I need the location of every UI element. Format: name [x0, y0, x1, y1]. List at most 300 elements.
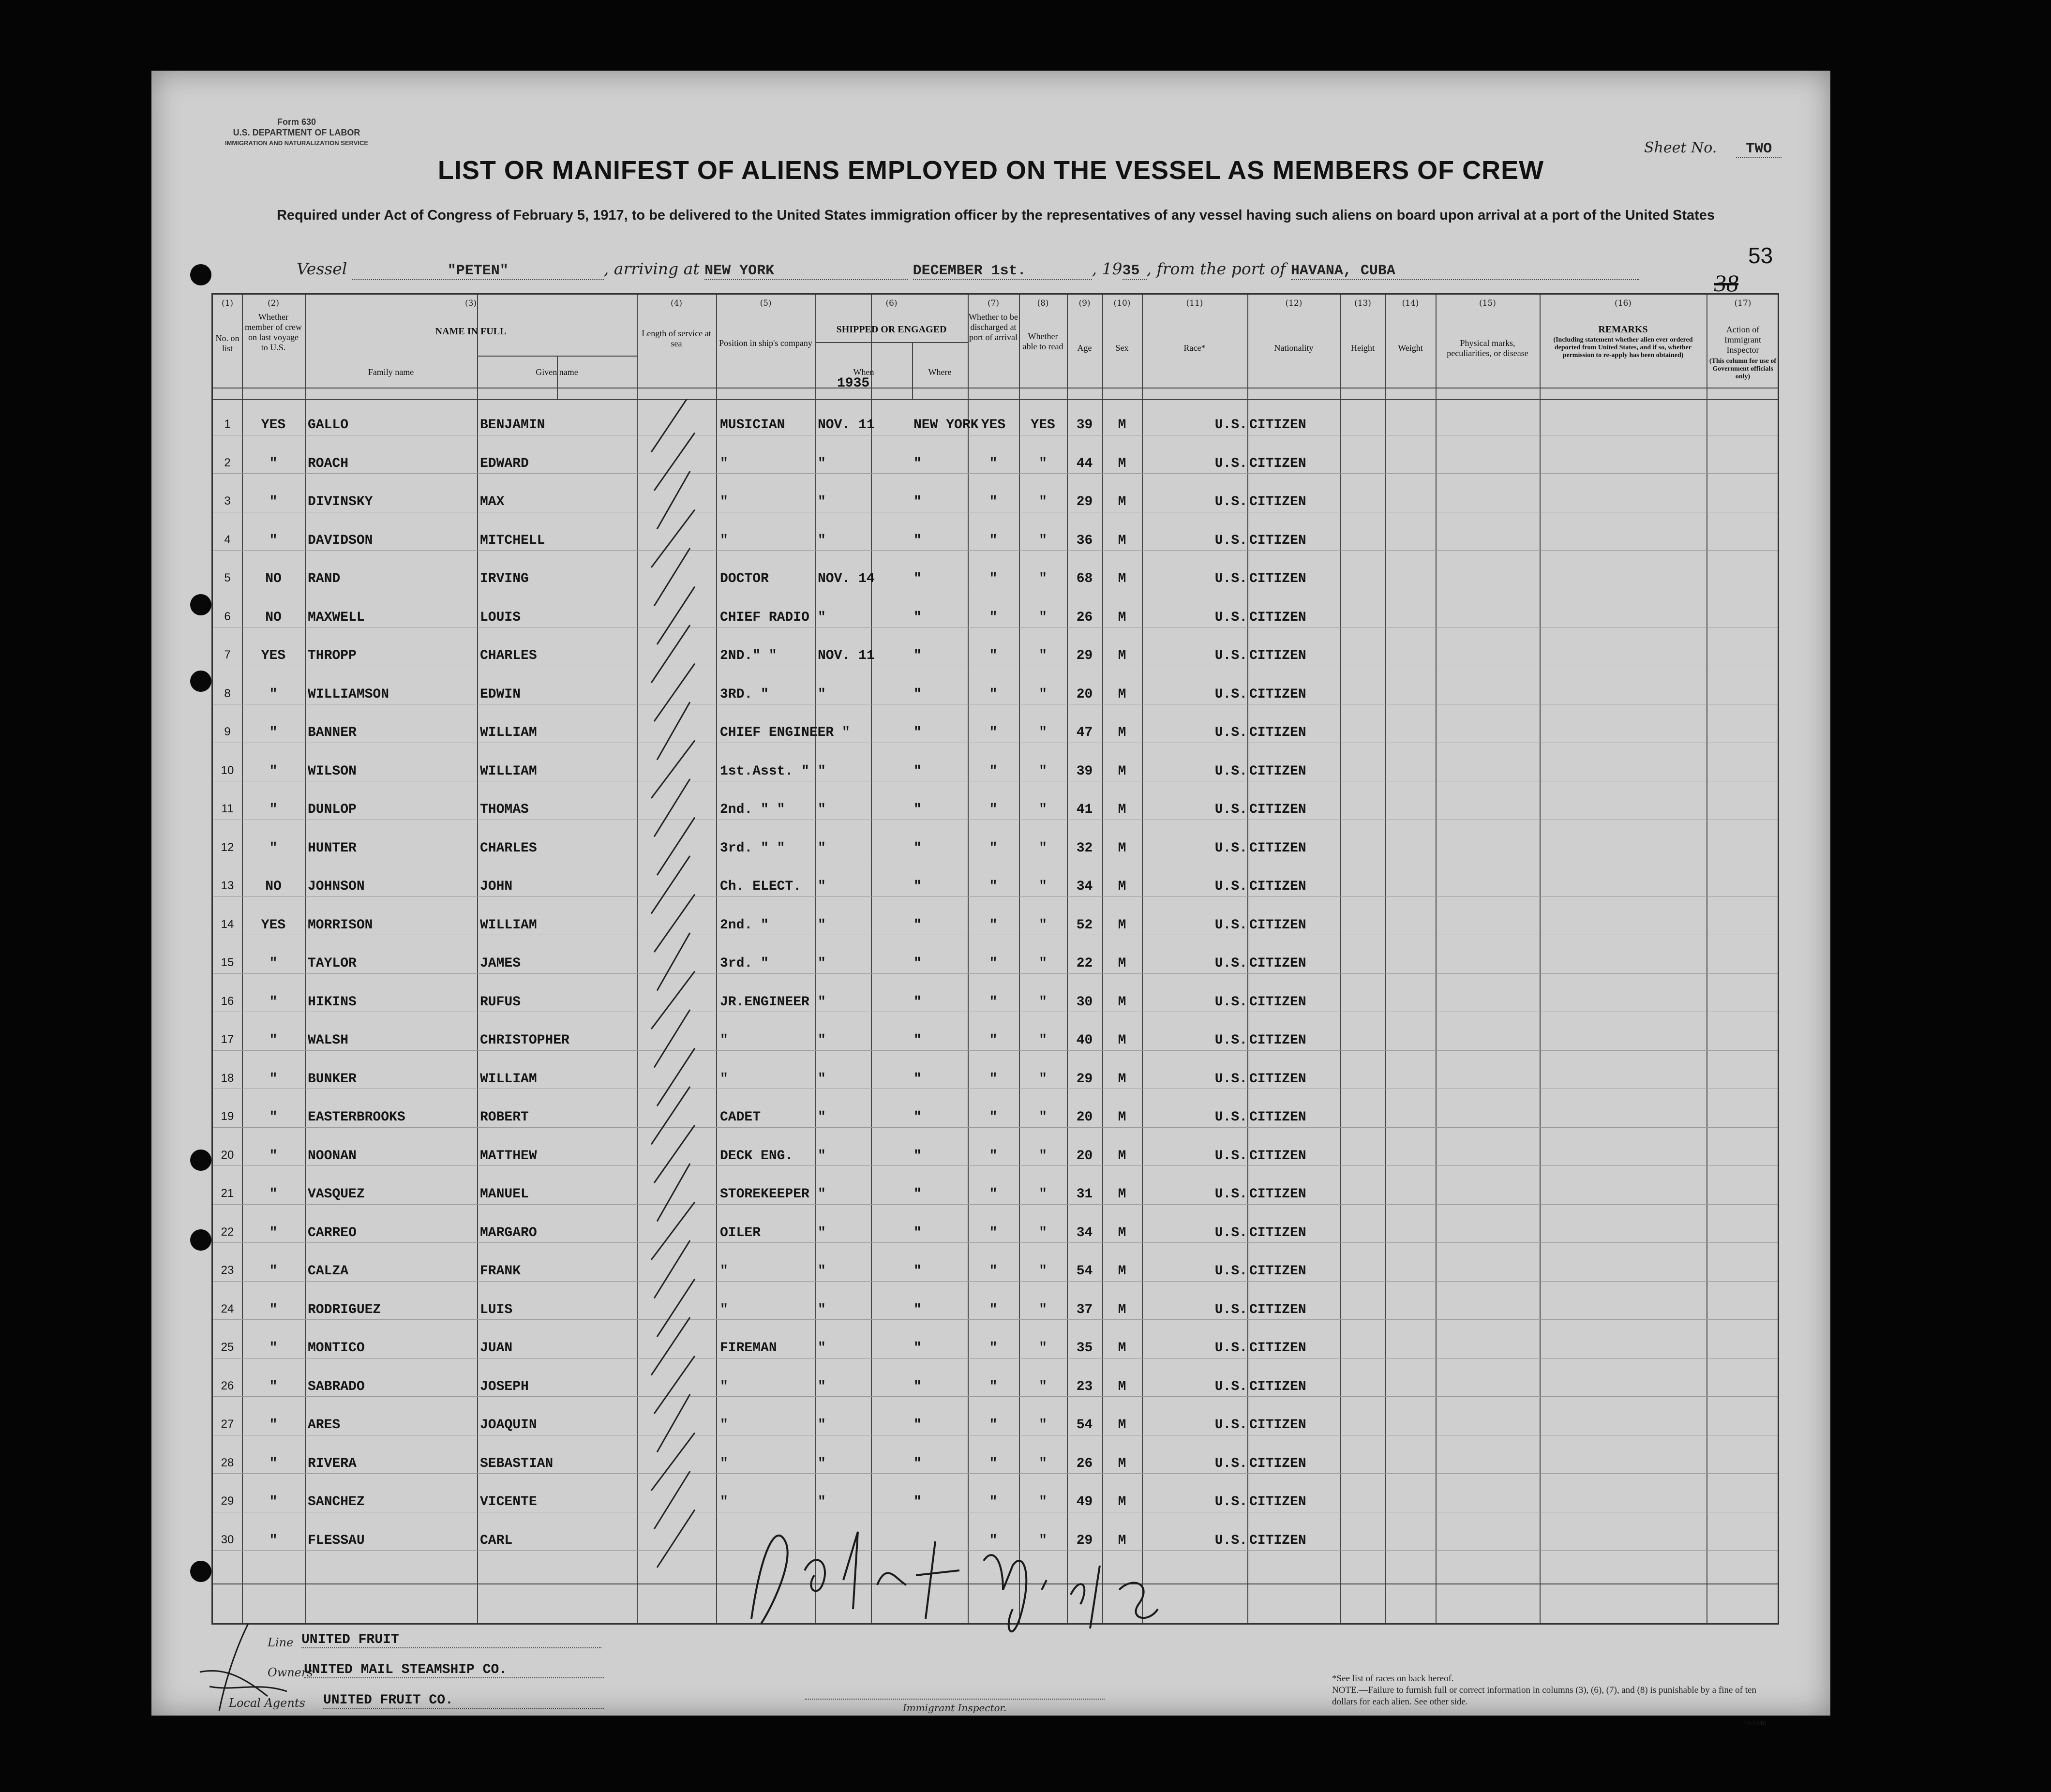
cell-where: " [913, 1264, 922, 1279]
cell-position: " [720, 1264, 728, 1279]
col-16-number: (16) [1615, 299, 1632, 308]
cell-sex: M [1118, 1071, 1126, 1087]
cell-age: 26 [1076, 1456, 1093, 1471]
cell-family: TAYLOR [308, 956, 357, 971]
cell-discharged: " [989, 1110, 998, 1125]
cell-family: DIVINSKY [308, 494, 373, 509]
cell-no: 6 [224, 610, 231, 623]
cell-discharged: " [989, 1379, 998, 1394]
col-8-number: (8) [1037, 299, 1049, 308]
cell-no: 23 [221, 1264, 234, 1277]
cell-given: IRVING [480, 571, 529, 586]
arriving-label: , arriving at [603, 259, 700, 278]
cell-given: MARGARO [480, 1225, 537, 1240]
table-row [213, 1207, 1778, 1246]
cell-family: CALZA [308, 1264, 349, 1279]
cell-when: " [818, 1187, 826, 1202]
owners-label: Owners [268, 1666, 313, 1679]
port-label: , from the port of [1146, 259, 1286, 278]
table-row [213, 1015, 1778, 1053]
cell-sex: M [1118, 456, 1126, 471]
cell-sex: M [1118, 994, 1126, 1010]
cell-discharged: " [989, 1148, 998, 1164]
cell-nationality: CITIZEN [1249, 1418, 1306, 1433]
table-row [213, 784, 1778, 822]
table-row [213, 476, 1778, 515]
table-row [213, 822, 1778, 861]
cell-given: WILLIAM [480, 763, 537, 779]
col-5-number: (5) [760, 299, 772, 308]
punch-hole [190, 594, 211, 615]
cell-read: " [1039, 1302, 1047, 1317]
cell-discharged: " [989, 1533, 998, 1548]
inspector-label: Immigrant Inspector. [902, 1702, 1007, 1714]
cell-sex: M [1118, 917, 1126, 933]
cell-given: RUFUS [480, 994, 521, 1010]
cell-given: VICENTE [480, 1494, 537, 1509]
col-1-header: No. on list [215, 333, 240, 353]
col-12-header: Nationality [1274, 343, 1314, 353]
cell-family: WALSH [308, 1033, 349, 1048]
cell-member: " [269, 994, 278, 1010]
cell-nationality: CITIZEN [1249, 648, 1306, 663]
cell-member: " [269, 687, 278, 702]
cell-given: EDWIN [480, 687, 521, 702]
cell-when: " [818, 1456, 826, 1471]
cell-when: NOV. 11 [818, 648, 875, 663]
punch-hole [190, 264, 211, 285]
cell-where: " [913, 1494, 922, 1509]
cell-position: Ch. ELECT. [720, 879, 802, 894]
punch-hole [190, 1150, 211, 1171]
cell-when: " [818, 1494, 826, 1509]
cell-when: " [818, 610, 826, 625]
cell-read: YES [1031, 418, 1055, 433]
cell-position: 1st.Asst. " [720, 763, 809, 779]
cell-sex: M [1118, 494, 1126, 509]
cell-race: U.S. [1214, 1456, 1247, 1471]
cell-where: " [913, 1302, 922, 1317]
cell-age: 44 [1076, 456, 1093, 471]
cell-family: HIKINS [308, 994, 357, 1010]
cell-discharged: " [989, 879, 998, 894]
cell-no: 22 [221, 1225, 234, 1239]
cell-age: 47 [1076, 725, 1093, 740]
cell-read: " [1039, 763, 1047, 779]
cell-given: WILLIAM [480, 1071, 537, 1087]
cell-when: " [818, 687, 826, 702]
cell-nationality: CITIZEN [1249, 1533, 1306, 1548]
cell-age: 23 [1076, 1379, 1093, 1394]
cell-position: " [720, 1302, 728, 1317]
cell-given: WILLIAM [480, 917, 537, 933]
cell-no: 13 [221, 879, 234, 892]
cell-where: " [913, 802, 922, 817]
cell-race: U.S. [1214, 648, 1247, 663]
table-row [213, 669, 1778, 707]
cell-sex: M [1118, 1033, 1126, 1048]
vessel-name: "PETEN" [352, 263, 604, 280]
cell-no: 1 [224, 418, 231, 431]
cell-where: " [913, 763, 922, 779]
cell-age: 20 [1076, 687, 1093, 702]
document-subtitle: Required under Act of Congress of February 5, 1917, to be delivered to the United States immigration officer by the representatives of any vessel having such aliens on board upon arrival at a port of the United States [276, 208, 1715, 223]
cell-age: 32 [1076, 840, 1093, 856]
cell-sex: M [1118, 571, 1126, 586]
cell-member: " [269, 956, 278, 971]
cell-where: " [913, 648, 922, 663]
cell-position: DOCTOR [720, 571, 769, 586]
col-5-header: Position in ship's company [719, 338, 812, 348]
col-10-number: (10) [1113, 299, 1131, 308]
cell-when: " [818, 1071, 826, 1087]
cell-member: " [269, 1225, 278, 1240]
cell-given: JAMES [480, 956, 521, 971]
cell-read: " [1039, 1148, 1047, 1164]
cell-no: 27 [221, 1418, 234, 1431]
cell-when: " [818, 917, 826, 933]
cell-when: " [818, 456, 826, 471]
cell-race: U.S. [1214, 1071, 1247, 1087]
cell-age: 30 [1076, 994, 1093, 1010]
cell-where: " [913, 1456, 922, 1471]
cell-discharged: YES [981, 418, 1006, 433]
cell-race: U.S. [1214, 533, 1247, 548]
cell-position: " [720, 456, 728, 471]
cell-member: " [269, 1456, 278, 1471]
sheet-label: Sheet No. [1644, 139, 1717, 156]
cell-age: 35 [1076, 1341, 1093, 1356]
cell-position: 2nd. " [720, 917, 769, 933]
cell-discharged: " [989, 610, 998, 625]
cell-family: ARES [308, 1418, 341, 1433]
cell-race: U.S. [1214, 725, 1247, 740]
page-number: 53 [1748, 243, 1773, 268]
col-13-header: Height [1351, 343, 1375, 353]
cell-when: " [818, 1418, 826, 1433]
col-15-number: (15) [1479, 299, 1496, 308]
cell-no: 5 [224, 571, 231, 584]
cell-member: NO [265, 571, 282, 586]
cell-read: " [1039, 687, 1047, 702]
inspector-signature [732, 1464, 1264, 1658]
cell-no: 17 [221, 1033, 234, 1046]
cell-where: " [913, 1071, 922, 1087]
cell-position: 3rd. " [720, 956, 769, 971]
cell-race: U.S. [1214, 1379, 1247, 1394]
cell-position: 2nd. " " [720, 802, 785, 817]
cell-given: CHARLES [480, 840, 537, 856]
cell-age: 29 [1076, 494, 1093, 509]
cell-when: " [818, 1033, 826, 1048]
cell-race: U.S. [1214, 956, 1247, 971]
cell-position: " [720, 494, 728, 509]
cell-sex: M [1118, 1110, 1126, 1125]
col-16-header: REMARKS [1598, 324, 1648, 335]
cell-read: " [1039, 840, 1047, 856]
cell-member: YES [261, 418, 286, 433]
cell-position: 3RD. " [720, 687, 769, 702]
table-row [213, 938, 1778, 976]
cell-no: 19 [221, 1110, 234, 1123]
cell-race: U.S. [1214, 610, 1247, 625]
agents-value: UNITED FRUIT CO. [323, 1693, 604, 1709]
cell-where: " [913, 533, 922, 548]
races-note: *See list of races on back hereof. [1332, 1673, 1454, 1684]
cell-discharged: " [989, 1033, 998, 1048]
cell-where: " [913, 956, 922, 971]
manifest-sheet [151, 71, 1830, 1727]
table-row [213, 438, 1778, 477]
cell-discharged: " [989, 1418, 998, 1433]
cell-sex: M [1118, 1456, 1126, 1471]
table-row [213, 1322, 1778, 1361]
table-row [213, 1399, 1778, 1438]
cell-where: " [913, 725, 922, 740]
cell-no: 16 [221, 994, 234, 1008]
cell-read: " [1039, 994, 1047, 1010]
cell-where: " [913, 1225, 922, 1240]
cell-given: THOMAS [480, 802, 529, 817]
cell-where: " [913, 571, 922, 586]
cell-position: JR.ENGINEER [720, 994, 809, 1010]
cell-sex: M [1118, 1148, 1126, 1164]
cell-nationality: CITIZEN [1249, 1033, 1306, 1048]
cell-given: CHARLES [480, 648, 537, 663]
table-row [213, 630, 1778, 669]
punch-hole [190, 1561, 211, 1582]
col-8-header: Whether able to read [1022, 331, 1063, 351]
cell-given: MATTHEW [480, 1148, 537, 1164]
table-row [213, 861, 1778, 899]
cell-discharged: " [989, 687, 998, 702]
cell-race: U.S. [1214, 1264, 1247, 1279]
cell-sex: M [1118, 1187, 1126, 1202]
cell-family: RIVERA [308, 1456, 357, 1471]
col-1-number: (1) [221, 299, 234, 308]
table-row [213, 899, 1778, 938]
cell-member: " [269, 1033, 278, 1048]
print-code: 14-1240 [1743, 1720, 1766, 1727]
cell-nationality: CITIZEN [1249, 1341, 1306, 1356]
cell-member: " [269, 725, 278, 740]
cell-position: " [720, 1418, 728, 1433]
table-row [213, 1130, 1778, 1169]
cell-sex: M [1118, 418, 1126, 433]
cell-discharged: " [989, 917, 998, 933]
cell-nationality: CITIZEN [1249, 994, 1306, 1010]
cell-race: U.S. [1214, 1225, 1247, 1240]
cell-given: MANUEL [480, 1187, 529, 1202]
cell-nationality: CITIZEN [1249, 1225, 1306, 1240]
cell-given: FRANK [480, 1264, 521, 1279]
cell-race: U.S. [1214, 418, 1247, 433]
cell-race: U.S. [1214, 1494, 1247, 1509]
cell-where: " [913, 1187, 922, 1202]
cell-no: 4 [224, 533, 231, 546]
cell-position: " [720, 1033, 728, 1048]
arrival-year: 35 [1123, 263, 1147, 280]
cell-family: EASTERBROOKS [308, 1110, 405, 1125]
cell-member: " [269, 1110, 278, 1125]
cell-family: NOONAN [308, 1148, 357, 1164]
col-16-subheader: (Including statement whether alien ever ordered deported from United States, and if so, whether permission to re-apply has been obtained) [1553, 336, 1693, 359]
cell-where: NEW YORK [913, 418, 979, 433]
cell-discharged: " [989, 1302, 998, 1317]
cell-given: ROBERT [480, 1110, 529, 1125]
cell-race: U.S. [1214, 994, 1247, 1010]
cell-nationality: CITIZEN [1249, 456, 1306, 471]
cell-age: 29 [1076, 1071, 1093, 1087]
cell-given: LUIS [480, 1302, 513, 1317]
cell-member: " [269, 494, 278, 509]
cell-position: " [720, 533, 728, 548]
service-name: IMMIGRATION AND NATURALIZATION SERVICE [225, 139, 369, 147]
cell-member: " [269, 1533, 278, 1548]
document-title: LIST OR MANIFEST OF ALIENS EMPLOYED ON THE VESSEL AS MEMBERS OF CREW [437, 156, 1544, 185]
cell-family: HUNTER [308, 840, 357, 856]
cell-member: " [269, 1264, 278, 1279]
cell-no: 14 [221, 917, 234, 931]
cell-family: WILLIAMSON [308, 687, 389, 702]
cell-given: MITCHELL [480, 533, 545, 548]
cell-age: 54 [1076, 1264, 1093, 1279]
cell-no: 11 [221, 802, 234, 815]
cell-race: U.S. [1214, 687, 1247, 702]
cell-nationality: CITIZEN [1249, 1148, 1306, 1164]
cell-where: " [913, 840, 922, 856]
cell-given: LOUIS [480, 610, 521, 625]
cell-no: 15 [221, 956, 234, 969]
cell-sex: M [1118, 956, 1126, 971]
col-4-header: Length of service at sea [642, 329, 711, 348]
col-13-number: (13) [1354, 299, 1371, 308]
cell-nationality: CITIZEN [1249, 1379, 1306, 1394]
cell-given: CARL [480, 1533, 513, 1548]
col-12-number: (12) [1285, 299, 1302, 308]
cell-when: " [818, 1302, 826, 1317]
cell-sex: M [1118, 648, 1126, 663]
cell-no: 8 [224, 687, 231, 700]
cell-member: " [269, 802, 278, 817]
cell-no: 20 [221, 1148, 234, 1162]
arriving-at: NEW YORK [704, 263, 908, 280]
cell-when: " [818, 1379, 826, 1394]
cell-nationality: CITIZEN [1249, 879, 1306, 894]
table-row [213, 1284, 1778, 1323]
cell-read: " [1039, 456, 1047, 471]
year-1935: 1935 [837, 376, 870, 391]
cell-read: " [1039, 1225, 1047, 1240]
cell-family: SANCHEZ [308, 1494, 365, 1509]
cell-when: " [818, 879, 826, 894]
cell-discharged: " [989, 956, 998, 971]
cell-no: 30 [221, 1533, 234, 1546]
cell-member: YES [261, 648, 286, 663]
cell-family: JOHNSON [308, 879, 365, 894]
cell-no: 25 [221, 1341, 234, 1354]
cell-race: U.S. [1214, 840, 1247, 856]
cell-age: 68 [1076, 571, 1093, 586]
cell-nationality: CITIZEN [1249, 610, 1306, 625]
cell-nationality: CITIZEN [1249, 917, 1306, 933]
cell-given: CHRISTOPHER [480, 1033, 569, 1048]
cell-position: CHIEF RADIO [720, 610, 809, 625]
table-row [213, 1361, 1778, 1400]
cell-sex: M [1118, 1418, 1126, 1433]
cell-when: " [818, 956, 826, 971]
cell-race: U.S. [1214, 917, 1247, 933]
line-label: Line [268, 1636, 294, 1649]
punch-hole [190, 1229, 211, 1251]
arrival-date: DECEMBER 1st. [913, 263, 1092, 280]
form-header [210, 117, 384, 149]
cell-member: " [269, 1418, 278, 1433]
cell-read: " [1039, 917, 1047, 933]
cell-read: " [1039, 1110, 1047, 1125]
col-10-header: Sex [1115, 343, 1129, 353]
cell-where: " [913, 610, 922, 625]
cell-sex: M [1118, 1379, 1126, 1394]
cell-given: MAX [480, 494, 505, 509]
sheet-number [1644, 139, 1782, 157]
cell-position: DECK ENG. [720, 1148, 793, 1164]
cell-nationality: CITIZEN [1249, 725, 1306, 740]
given-name-header: Given name [536, 367, 578, 377]
cell-given: JUAN [480, 1341, 513, 1356]
cell-family: SABRADO [308, 1379, 365, 1394]
sheet-value: TWO [1736, 141, 1782, 158]
cell-given: JOHN [480, 879, 513, 894]
cell-race: U.S. [1214, 1033, 1247, 1048]
cell-discharged: " [989, 1456, 998, 1471]
cell-position: OILER [720, 1225, 761, 1240]
cell-race: U.S. [1214, 1148, 1247, 1164]
cell-when: " [818, 1148, 826, 1164]
cell-member: NO [265, 610, 282, 625]
col-2-number: (2) [267, 299, 280, 308]
cell-given: SEBASTIAN [480, 1456, 554, 1471]
cell-age: 20 [1076, 1148, 1093, 1164]
cell-position: 2ND." " [720, 648, 777, 663]
cell-given: JOAQUIN [480, 1418, 537, 1433]
cell-where: " [913, 1379, 922, 1394]
col-14-header: Weight [1398, 343, 1423, 353]
cell-when: " [818, 1110, 826, 1125]
cell-family: CARREO [308, 1225, 357, 1240]
cell-when: " [818, 840, 826, 856]
cell-discharged: " [989, 533, 998, 548]
cell-where: " [913, 1110, 922, 1125]
cell-nationality: CITIZEN [1249, 1494, 1306, 1509]
cell-read: " [1039, 1456, 1047, 1471]
cell-age: 29 [1076, 1533, 1093, 1548]
cell-age: 39 [1076, 763, 1093, 779]
cell-discharged: " [989, 1264, 998, 1279]
col-17-subheader: (This column for use of Government officials only) [1709, 358, 1777, 380]
cell-sex: M [1118, 1341, 1126, 1356]
col-9-number: (9) [1078, 299, 1091, 308]
cell-position: 3rd. " " [720, 840, 785, 856]
col-9-header: Age [1077, 343, 1092, 353]
table-row [213, 1053, 1778, 1092]
cell-discharged: " [989, 571, 998, 586]
cell-nationality: CITIZEN [1249, 418, 1306, 433]
cell-where: " [913, 994, 922, 1010]
cell-age: 20 [1076, 1110, 1093, 1125]
cell-read: " [1039, 610, 1047, 625]
cell-member: " [269, 840, 278, 856]
